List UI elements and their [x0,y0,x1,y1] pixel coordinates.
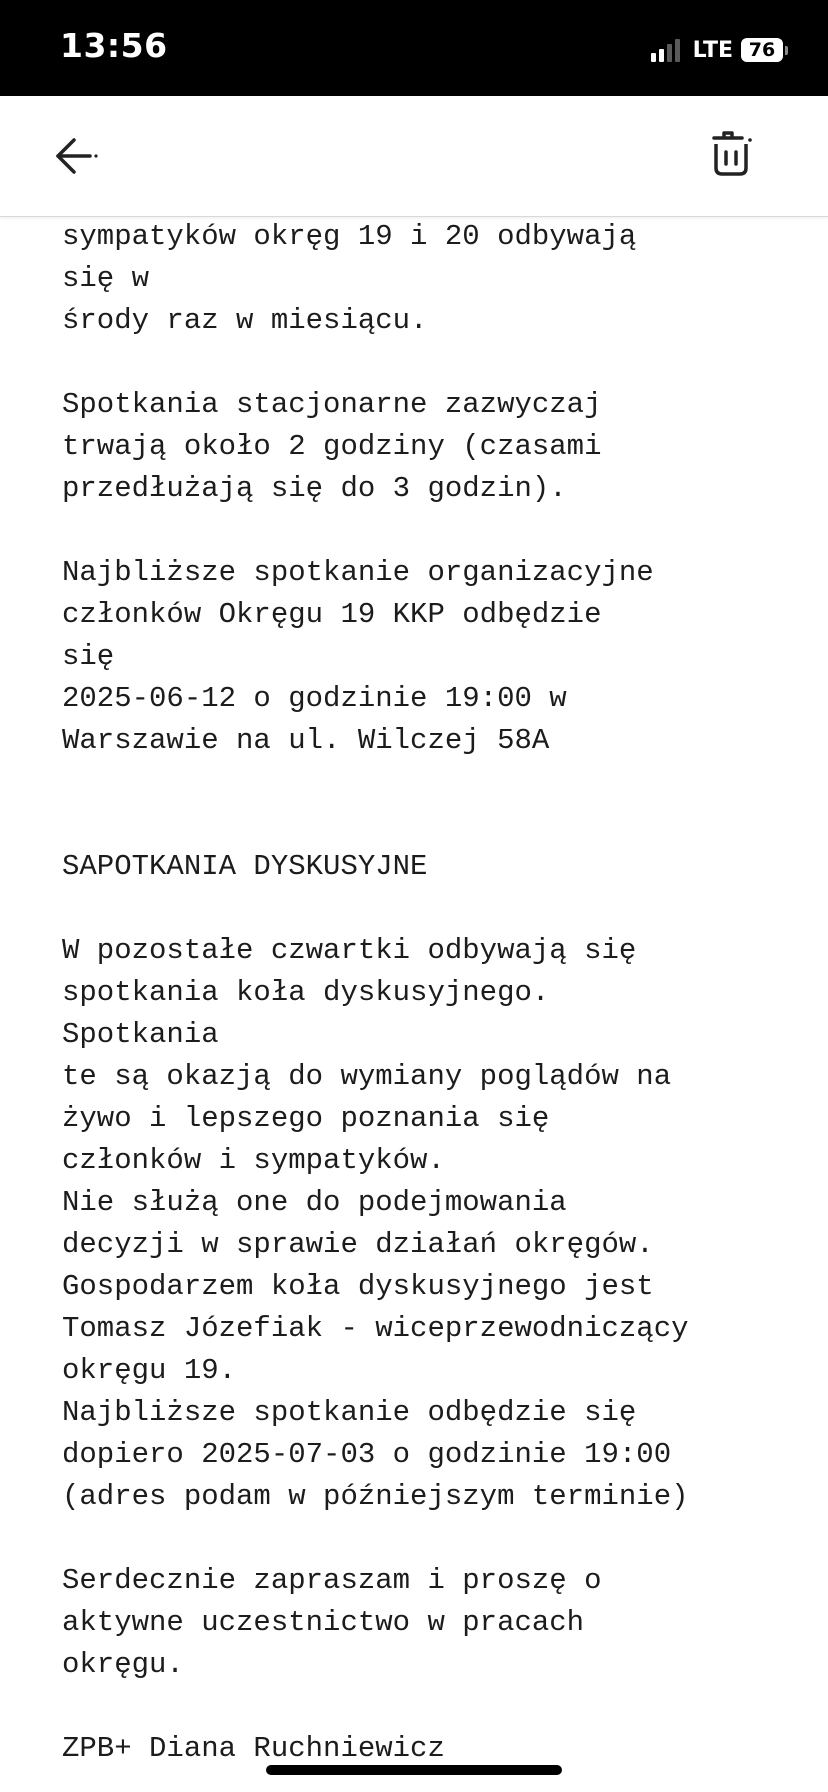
home-indicator[interactable] [266,1765,562,1775]
delete-button[interactable] [702,124,762,184]
status-time: 13:56 [60,26,168,65]
battery-level: 76 [741,38,783,62]
trash-icon [702,124,762,184]
battery-icon [741,38,788,62]
back-button[interactable] [48,126,108,186]
status-indicators [651,36,788,64]
email-body-container [0,216,828,1792]
signal-strength-icon [651,38,683,62]
status-bar [0,0,828,96]
arrow-left-icon [48,126,108,186]
network-type: LTE [692,37,733,63]
mail-toolbar [0,96,828,217]
email-body: sympatyków okręg 19 i 20 odbywają się w środy raz w miesiącu. Spotkania stacjonarne zazwyczaj trwają około 2 godziny (czasami przedłużają się do 3 godzin). Najbliższe spotkanie organizacyjne członków Okręgu 19 KKP odbędzie się 2025-06-12 o godzinie 19:00 w Warszawie na ul. Wilczej 58A SAPOTKANIA DYSKUSYJNE W pozostałe czwartki odbywają się spotkania koła dyskusyjnego. Spotkania te są okazją do wymiany poglądów na żywo i lepszego poznania się członków i sympatyków. Nie służą one do podejmowania decyzji w sprawie działań okręgów. Gospodarzem koła dyskusyjnego jest Tomasz Józefiak - wiceprzewodniczący okręgu 19. Najbliższe spotkanie odbędzie się dopiero 2025-07-03 o godzinie 19:00 (adres podam w późniejszym terminie) Serdecznie zapraszam i proszę o aktywne uczestnictwo w pracach okręgu. ZPB+ Diana Ruchniewicz [62,220,689,1765]
